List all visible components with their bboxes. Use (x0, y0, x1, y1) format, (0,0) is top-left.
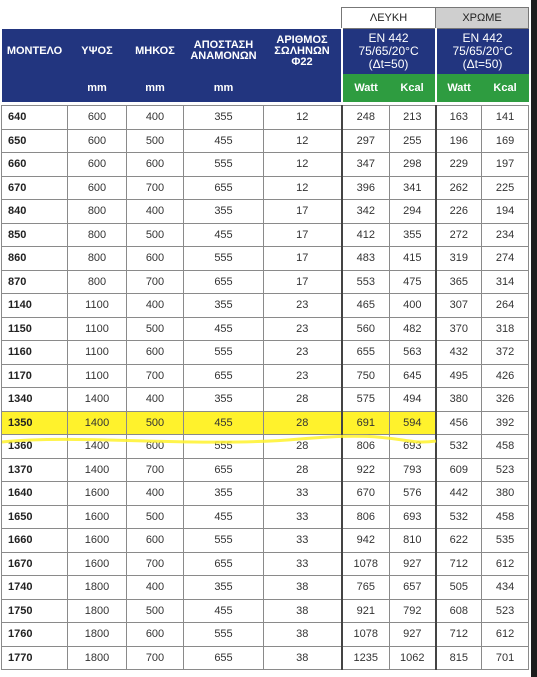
model-cell: 1750 (2, 599, 68, 623)
distance-cell: 455 (184, 505, 264, 529)
table-row (2, 364, 529, 388)
length-unit: mm (127, 74, 184, 102)
chrome-kcal-cell: 318 (482, 317, 529, 341)
height-cell: 1800 (68, 576, 127, 600)
distance-cell: 655 (184, 646, 264, 670)
chrome-watt-cell: 229 (436, 153, 482, 177)
tubes-cell: 38 (264, 576, 342, 600)
table-row (2, 435, 529, 459)
model-cell: 870 (2, 270, 68, 294)
chrome-watt-cell: 226 (436, 200, 482, 224)
chrome-watt-cell: 262 (436, 176, 482, 200)
height-cell: 1600 (68, 505, 127, 529)
table-row (2, 552, 529, 576)
tubes-cell: 12 (264, 153, 342, 177)
height-cell: 1100 (68, 317, 127, 341)
height-cell: 600 (68, 153, 127, 177)
white-kcal-cell: 927 (390, 552, 436, 576)
white-standard-header (342, 29, 436, 74)
chrome-watt-cell: 307 (436, 294, 482, 318)
height-cell: 800 (68, 247, 127, 271)
table-row (2, 388, 529, 412)
white-watt-cell: 575 (342, 388, 390, 412)
distance-cell: 555 (184, 247, 264, 271)
height-unit: mm (68, 74, 127, 102)
white-kcal-cell: 645 (390, 364, 436, 388)
chrome-standard-line3: (Δt=50) (462, 56, 503, 71)
white-kcal-cell: 693 (390, 435, 436, 459)
white-watt-cell: 806 (342, 505, 390, 529)
white-kcal-cell: 298 (390, 153, 436, 177)
length-cell: 600 (127, 153, 184, 177)
white-kcal-cell: 793 (390, 458, 436, 482)
tubes-cell: 28 (264, 458, 342, 482)
white-kcal-cell: 255 (390, 129, 436, 153)
chrome-kcal-cell: 612 (482, 623, 529, 647)
chrome-kcal-unit: Kcal (482, 74, 529, 102)
chrome-kcal-cell: 372 (482, 341, 529, 365)
tubes-cell: 17 (264, 223, 342, 247)
tubes-cell: 33 (264, 529, 342, 553)
chrome-kcal-cell: 234 (482, 223, 529, 247)
length-cell: 700 (127, 552, 184, 576)
height-cell: 1400 (68, 388, 127, 412)
white-kcal-cell: 927 (390, 623, 436, 647)
length-cell: 400 (127, 200, 184, 224)
white-kcal-unit: Kcal (390, 74, 436, 102)
distance-cell: 455 (184, 129, 264, 153)
chrome-kcal-cell: 274 (482, 247, 529, 271)
header-spacer (2, 8, 342, 29)
distance-cell: 655 (184, 458, 264, 482)
model-cell: 640 (2, 106, 68, 130)
col-tubes-header: ΑΡΙΘΜΟΣ ΣΩΛΗΝΩΝ Φ22 (264, 29, 342, 74)
chrome-kcal-cell: 523 (482, 599, 529, 623)
table-row (2, 341, 529, 365)
white-kcal-cell: 576 (390, 482, 436, 506)
table-row (2, 458, 529, 482)
chrome-kcal-cell: 434 (482, 576, 529, 600)
length-cell: 700 (127, 458, 184, 482)
height-cell: 1800 (68, 623, 127, 647)
distance-cell: 455 (184, 223, 264, 247)
white-watt-cell: 806 (342, 435, 390, 459)
length-cell: 700 (127, 270, 184, 294)
height-cell: 600 (68, 129, 127, 153)
length-cell: 600 (127, 341, 184, 365)
model-unit-cell (2, 74, 68, 102)
chrome-watt-cell: 712 (436, 552, 482, 576)
table-row (2, 482, 529, 506)
radiator-spec-table (1, 7, 529, 670)
model-cell: 1770 (2, 646, 68, 670)
model-cell: 840 (2, 200, 68, 224)
col-model-header: ΜΟΝΤΕΛΟ (2, 29, 68, 74)
tubes-cell: 23 (264, 317, 342, 341)
tubes-cell: 33 (264, 505, 342, 529)
chrome-kcal-cell: 326 (482, 388, 529, 412)
tubes-cell: 23 (264, 364, 342, 388)
model-cell: 1370 (2, 458, 68, 482)
white-watt-cell: 922 (342, 458, 390, 482)
chrome-kcal-cell: 141 (482, 106, 529, 130)
table-row (2, 599, 529, 623)
chrome-kcal-cell: 701 (482, 646, 529, 670)
model-cell: 1170 (2, 364, 68, 388)
chrome-kcal-cell: 392 (482, 411, 529, 435)
white-watt-cell: 560 (342, 317, 390, 341)
model-cell: 1740 (2, 576, 68, 600)
tubes-cell: 12 (264, 129, 342, 153)
table-row (2, 129, 529, 153)
distance-cell: 355 (184, 576, 264, 600)
tubes-cell: 38 (264, 599, 342, 623)
distance-cell: 655 (184, 364, 264, 388)
table-header (2, 8, 529, 106)
distance-cell: 355 (184, 482, 264, 506)
chrome-watt-cell: 370 (436, 317, 482, 341)
height-cell: 1400 (68, 458, 127, 482)
tubes-cell: 12 (264, 106, 342, 130)
chrome-watt-cell: 442 (436, 482, 482, 506)
length-cell: 500 (127, 411, 184, 435)
white-kcal-cell: 294 (390, 200, 436, 224)
white-kcal-cell: 1062 (390, 646, 436, 670)
length-cell: 600 (127, 529, 184, 553)
white-watt-cell: 483 (342, 247, 390, 271)
white-watt-cell: 297 (342, 129, 390, 153)
length-cell: 500 (127, 505, 184, 529)
white-kcal-cell: 792 (390, 599, 436, 623)
model-cell: 1650 (2, 505, 68, 529)
chrome-watt-unit: Watt (436, 74, 482, 102)
white-watt-cell: 412 (342, 223, 390, 247)
white-watt-cell: 750 (342, 364, 390, 388)
model-cell: 1640 (2, 482, 68, 506)
white-kcal-cell: 355 (390, 223, 436, 247)
length-cell: 400 (127, 482, 184, 506)
length-cell: 400 (127, 294, 184, 318)
height-cell: 1800 (68, 646, 127, 670)
distance-cell: 655 (184, 552, 264, 576)
white-kcal-cell: 400 (390, 294, 436, 318)
tubes-cell: 12 (264, 176, 342, 200)
chrome-kcal-cell: 535 (482, 529, 529, 553)
height-cell: 1600 (68, 529, 127, 553)
group-chrome-label: ΧΡΩΜΕ (436, 8, 529, 29)
chrome-watt-cell: 432 (436, 341, 482, 365)
chrome-standard-line1: EN 442 (462, 30, 503, 45)
chrome-kcal-cell: 426 (482, 364, 529, 388)
chrome-kcal-cell: 169 (482, 129, 529, 153)
col-length-header: ΜΗΚΟΣ (127, 29, 184, 74)
tubes-cell: 28 (264, 388, 342, 412)
col-height-header: ΥΨΟΣ (68, 29, 127, 74)
model-cell: 1160 (2, 341, 68, 365)
chrome-standard-line2: 75/65/20°C (452, 43, 513, 58)
model-cell: 1360 (2, 435, 68, 459)
tubes-cell: 17 (264, 247, 342, 271)
distance-cell: 355 (184, 388, 264, 412)
length-cell: 600 (127, 247, 184, 271)
white-watt-cell: 942 (342, 529, 390, 553)
white-kcal-cell: 693 (390, 505, 436, 529)
height-cell: 1100 (68, 294, 127, 318)
white-kcal-cell: 415 (390, 247, 436, 271)
chrome-watt-cell: 196 (436, 129, 482, 153)
chrome-kcal-cell: 458 (482, 435, 529, 459)
white-watt-cell: 1235 (342, 646, 390, 670)
chrome-kcal-cell: 458 (482, 505, 529, 529)
white-kcal-cell: 594 (390, 411, 436, 435)
distance-cell: 355 (184, 294, 264, 318)
white-watt-cell: 1078 (342, 552, 390, 576)
white-standard-line1: EN 442 (368, 30, 409, 45)
height-cell: 1400 (68, 411, 127, 435)
table-row (2, 294, 529, 318)
white-watt-cell: 921 (342, 599, 390, 623)
table-body (2, 106, 529, 670)
white-kcal-cell: 475 (390, 270, 436, 294)
white-watt-cell: 765 (342, 576, 390, 600)
table-row (2, 176, 529, 200)
model-cell: 1140 (2, 294, 68, 318)
tubes-cell: 17 (264, 200, 342, 224)
white-watt-cell: 465 (342, 294, 390, 318)
tubes-cell: 33 (264, 552, 342, 576)
chrome-kcal-cell: 264 (482, 294, 529, 318)
table-row (2, 505, 529, 529)
chrome-watt-cell: 319 (436, 247, 482, 271)
table-row (2, 646, 529, 670)
white-kcal-cell: 341 (390, 176, 436, 200)
height-cell: 600 (68, 106, 127, 130)
table-row (2, 153, 529, 177)
distance-cell: 455 (184, 411, 264, 435)
white-kcal-cell: 657 (390, 576, 436, 600)
white-watt-cell: 396 (342, 176, 390, 200)
chrome-kcal-cell: 523 (482, 458, 529, 482)
table-row (2, 623, 529, 647)
height-cell: 800 (68, 223, 127, 247)
table-row (2, 223, 529, 247)
table-row (2, 270, 529, 294)
distance-cell: 355 (184, 106, 264, 130)
model-cell: 1760 (2, 623, 68, 647)
white-watt-cell: 342 (342, 200, 390, 224)
model-cell: 1350 (2, 411, 68, 435)
distance-cell: 555 (184, 153, 264, 177)
model-cell: 860 (2, 247, 68, 271)
model-cell: 1670 (2, 552, 68, 576)
tubes-cell: 38 (264, 646, 342, 670)
length-cell: 500 (127, 599, 184, 623)
chrome-watt-cell: 532 (436, 435, 482, 459)
chrome-standard-header (436, 29, 529, 74)
chrome-watt-cell: 622 (436, 529, 482, 553)
height-cell: 1400 (68, 435, 127, 459)
white-watt-cell: 670 (342, 482, 390, 506)
height-cell: 800 (68, 200, 127, 224)
tubes-unit-cell (264, 74, 342, 102)
chrome-watt-cell: 608 (436, 599, 482, 623)
length-cell: 500 (127, 223, 184, 247)
length-cell: 500 (127, 317, 184, 341)
length-cell: 600 (127, 623, 184, 647)
length-cell: 700 (127, 646, 184, 670)
distance-cell: 555 (184, 623, 264, 647)
chrome-watt-cell: 365 (436, 270, 482, 294)
model-cell: 660 (2, 153, 68, 177)
distance-cell: 655 (184, 176, 264, 200)
white-watt-cell: 1078 (342, 623, 390, 647)
white-watt-cell: 691 (342, 411, 390, 435)
chrome-watt-cell: 532 (436, 505, 482, 529)
table-row (2, 411, 529, 435)
table-row (2, 106, 529, 130)
length-cell: 700 (127, 176, 184, 200)
tubes-cell: 38 (264, 623, 342, 647)
height-cell: 1600 (68, 482, 127, 506)
height-cell: 1100 (68, 364, 127, 388)
distance-cell: 455 (184, 599, 264, 623)
table-row (2, 317, 529, 341)
tubes-cell: 28 (264, 435, 342, 459)
chrome-watt-cell: 272 (436, 223, 482, 247)
length-cell: 400 (127, 106, 184, 130)
height-cell: 800 (68, 270, 127, 294)
group-white-label: ΛΕΥΚΗ (342, 8, 436, 29)
white-kcal-cell: 810 (390, 529, 436, 553)
white-standard-line3: (Δt=50) (368, 56, 409, 71)
table-row (2, 247, 529, 271)
model-cell: 1340 (2, 388, 68, 412)
height-cell: 1100 (68, 341, 127, 365)
white-kcal-cell: 213 (390, 106, 436, 130)
table-row (2, 529, 529, 553)
height-cell: 1800 (68, 599, 127, 623)
tubes-cell: 17 (264, 270, 342, 294)
distance-cell: 355 (184, 200, 264, 224)
length-cell: 400 (127, 576, 184, 600)
col-distance-header: ΑΠΟΣΤΑΣΗ ΑΝΑΜΟΝΩΝ (184, 29, 264, 74)
white-watt-cell: 347 (342, 153, 390, 177)
model-cell: 650 (2, 129, 68, 153)
tubes-cell: 28 (264, 411, 342, 435)
white-kcal-cell: 482 (390, 317, 436, 341)
distance-cell: 555 (184, 341, 264, 365)
white-watt-cell: 248 (342, 106, 390, 130)
white-kcal-cell: 494 (390, 388, 436, 412)
white-watt-unit: Watt (342, 74, 390, 102)
table-row (2, 576, 529, 600)
chrome-watt-cell: 163 (436, 106, 482, 130)
tubes-cell: 23 (264, 341, 342, 365)
table-row (2, 200, 529, 224)
distance-cell: 655 (184, 270, 264, 294)
length-cell: 400 (127, 388, 184, 412)
chrome-watt-cell: 815 (436, 646, 482, 670)
chrome-watt-cell: 495 (436, 364, 482, 388)
white-standard-line2: 75/65/20°C (358, 43, 419, 58)
white-watt-cell: 553 (342, 270, 390, 294)
tubes-cell: 33 (264, 482, 342, 506)
chrome-kcal-cell: 380 (482, 482, 529, 506)
distance-cell: 455 (184, 317, 264, 341)
height-cell: 1600 (68, 552, 127, 576)
chrome-kcal-cell: 194 (482, 200, 529, 224)
model-cell: 1150 (2, 317, 68, 341)
length-cell: 700 (127, 364, 184, 388)
chrome-kcal-cell: 197 (482, 153, 529, 177)
chrome-watt-cell: 380 (436, 388, 482, 412)
model-cell: 1660 (2, 529, 68, 553)
tubes-cell: 23 (264, 294, 342, 318)
distance-unit: mm (184, 74, 264, 102)
length-cell: 500 (127, 129, 184, 153)
chrome-watt-cell: 505 (436, 576, 482, 600)
white-kcal-cell: 563 (390, 341, 436, 365)
chrome-kcal-cell: 225 (482, 176, 529, 200)
distance-cell: 555 (184, 529, 264, 553)
chrome-watt-cell: 456 (436, 411, 482, 435)
white-watt-cell: 655 (342, 341, 390, 365)
model-cell: 670 (2, 176, 68, 200)
chrome-watt-cell: 609 (436, 458, 482, 482)
height-cell: 600 (68, 176, 127, 200)
distance-cell: 555 (184, 435, 264, 459)
model-cell: 850 (2, 223, 68, 247)
length-cell: 600 (127, 435, 184, 459)
chrome-kcal-cell: 314 (482, 270, 529, 294)
chrome-kcal-cell: 612 (482, 552, 529, 576)
chrome-watt-cell: 712 (436, 623, 482, 647)
